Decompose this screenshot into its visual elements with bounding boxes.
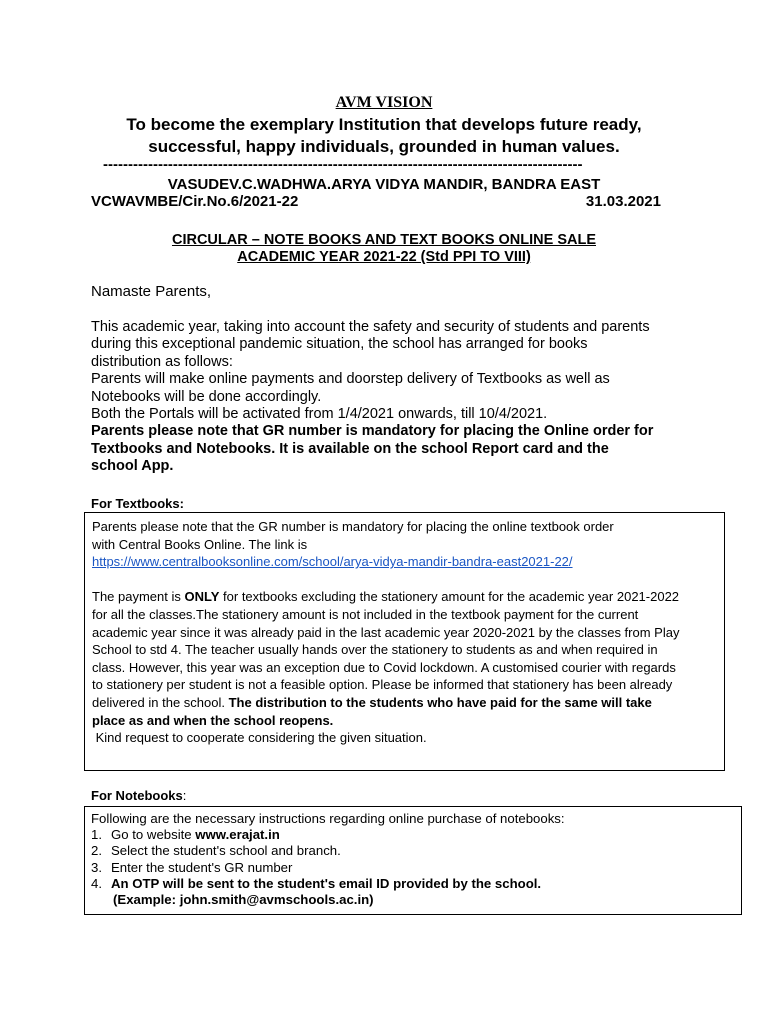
textbook-line [92,694,717,712]
notebooks-intro: Following are the necessary instructions regarding online purchase of notebooks: [91,811,565,826]
intro-body [91,319,691,476]
body-line: Parents will make online payments and doorstep delivery of Textbooks as well as [91,371,610,388]
gr-note-line: school App. [91,458,174,475]
textbook-line: with Central Books Online. The link is [92,536,308,552]
circular-date: 31.03.2021 [585,193,661,210]
textbook-line: academic year since it was already paid in the last academic year 2020-2021 by the classes from Play [92,624,680,640]
delivered-text: delivered in the school. [92,694,229,710]
textbooks-label: For Textbooks: [91,496,184,511]
payment-line [92,588,717,606]
step-text: Enter the student's GR number [111,859,293,875]
distribution-text: The distribution to the students who have paid for the same will take [228,694,652,710]
payment-only: ONLY [184,589,220,605]
gr-note-line: Textbooks and Notebooks. It is available on the school Report card and the [91,440,609,457]
step-item [91,843,735,859]
body-line: This academic year, taking into account the safety and security of students and parents [91,319,650,335]
circular-title-line-1: CIRCULAR – NOTE BOOKS AND TEXT BOOKS ONLINE SALE [171,232,596,248]
dashed-divider: ------------------------------------------------------------------------------------------------ [103,156,583,173]
vision-title: AVM VISION [335,94,433,111]
body-line: Both the Portals will be activated from 1/4/2021 onwards, till 10/4/2021. [91,406,548,423]
textbook-line: Parents please note that the GR number is mandatory for placing the online textbook order [92,519,614,534]
notebooks-label-colon: : [182,788,187,803]
step-number: 1. [91,827,102,843]
notebooks-label [91,788,186,803]
circular-title [0,232,768,266]
textbook-line: for all the classes.The stationery amount is not included in the textbook payment for the current [92,606,639,622]
vision-line-1: To become the exemplary Institution that develops future ready, [126,115,642,134]
vision-line-2: successful, happy individuals, grounded in human values. [148,137,620,156]
textbook-line: class. However, this year was an exception due to Covid lockdown. A customised courier with regards [92,659,676,675]
step-item [91,827,735,843]
step-text: Select the student's school and branch. [111,843,341,859]
body-line: during this exceptional pandemic situation, the school has arranged for books [91,336,588,353]
central-books-link[interactable]: https://www.centralbooksonline.com/school/arya-vidya-mandir-bandra-east2021-22/ [92,554,573,570]
textbook-line: place as and when the school reopens. [92,712,334,728]
step-number: 4. [91,875,102,891]
body-line: distribution as follows: [91,353,233,370]
notebook-steps [91,827,735,892]
greeting: Namaste Parents, [91,283,212,300]
textbook-line: to stationery per student is not a feasible option. Please be informed that stationery has been already [92,677,673,693]
body-line: Notebooks will be done accordingly. [91,388,322,405]
step-text: An OTP will be sent to the student's email ID provided by the school. [111,875,542,891]
circular-title-line-2: ACADEMIC YEAR 2021-22 (Std PPI TO VIII) [237,249,531,265]
notebooks-box [84,806,742,915]
step-number: 3. [91,859,102,875]
step-text: Go to website [111,827,196,843]
website-text: www.erajat.in [195,827,280,843]
payment-suffix: for textbooks excluding the stationery amount for the academic year 2021-2022 [219,589,680,605]
circular-number: VCWAVMBE/Cir.No.6/2021-22 [91,193,299,210]
textbook-line: School to std 4. The teacher usually hands over the stationery to students as and when required in [92,642,658,658]
textbooks-box [84,512,725,771]
closing-line: Kind request to cooperate considering the given situation. [92,730,427,746]
step-item [91,876,735,892]
notebooks-label-text: For Notebooks [91,788,183,803]
school-name: VASUDEV.C.WADHWA.ARYA VIDYA MANDIR, BANDRA EAST [167,176,601,193]
step-item [91,860,735,876]
step-number: 2. [91,843,102,859]
payment-prefix: The payment is [92,589,185,605]
spacer [92,571,717,589]
vision-statement [0,114,768,158]
gr-note-line: Parents please note that GR number is mandatory for placing the Online order for [91,423,654,440]
email-example: (Example: john.smith@avmschools.ac.in) [113,892,374,908]
